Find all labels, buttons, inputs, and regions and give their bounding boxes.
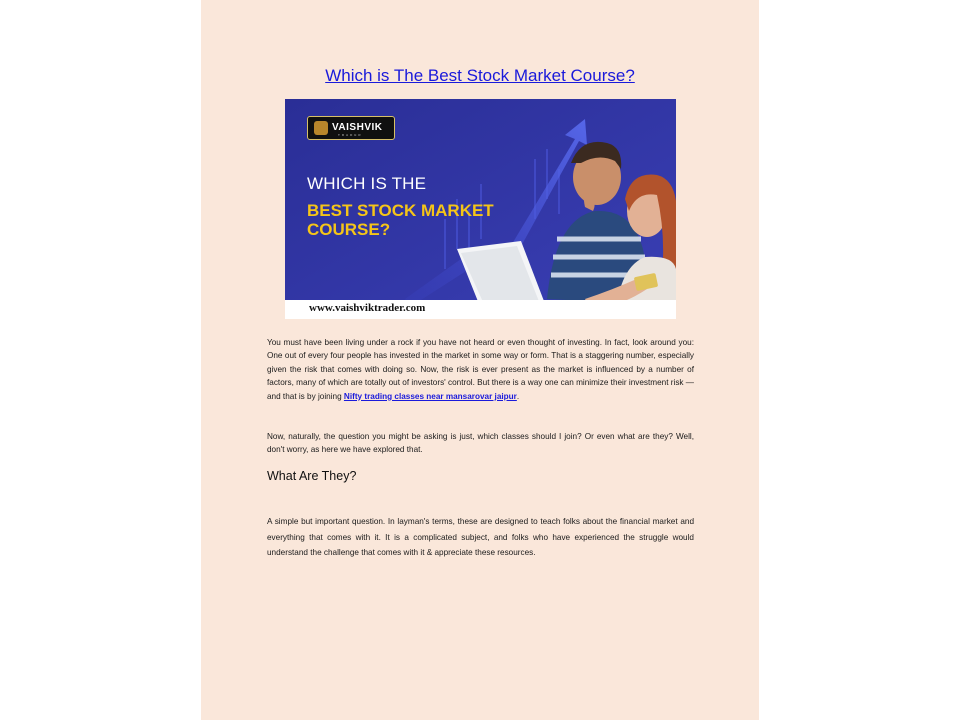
paragraph-answer: A simple but important question. In layman's terms, these are designed to teach folks about the financial market and everything that comes with it. It is a complicated subject, and folks who have experienced the struggle would understand the challenge that comes with it & appreciate these resources. [267,517,694,557]
tiger-logo-icon [314,121,328,135]
page-title[interactable]: Which is The Best Stock Market Course? [325,66,635,85]
paragraph-question: Now, naturally, the question you might be asking is just, which classes should I join? Or even what are they? Well, don't worry, as here we have explored that. [267,432,694,455]
banner-url: www.vaishviktrader.com [309,302,426,314]
logo-subtext: TRADER [338,133,363,137]
paragraph-intro-end: . [516,391,520,401]
banner-heading-line2: BEST STOCK MARKET COURSE? [307,201,494,239]
logo-text: VAISHVIK [332,122,383,133]
paragraph-intro [267,336,694,403]
banner-image [285,99,676,319]
nifty-classes-link[interactable]: Nifty trading classes near mansarovar jaipur [343,391,517,401]
banner-heading-line1: WHICH IS THE [307,174,427,193]
paragraph-intro-text: You must have been living under a rock if you have not heard or even thought of investing. In fact, look around you: One out of every four people has invested in the market in some way or form. That is a staggering number, especially given the risk that comes with doing so. Now, the risk is ever present as the market is influenced by a number of factors, many of which are totally out of investors' control. But there is a way one can minimize their investment risk — and that is by joining [267,338,694,401]
banner-url-strip [285,300,676,319]
brand-logo [307,116,395,140]
section-heading: What Are They? [267,469,357,483]
document-page [201,0,759,720]
